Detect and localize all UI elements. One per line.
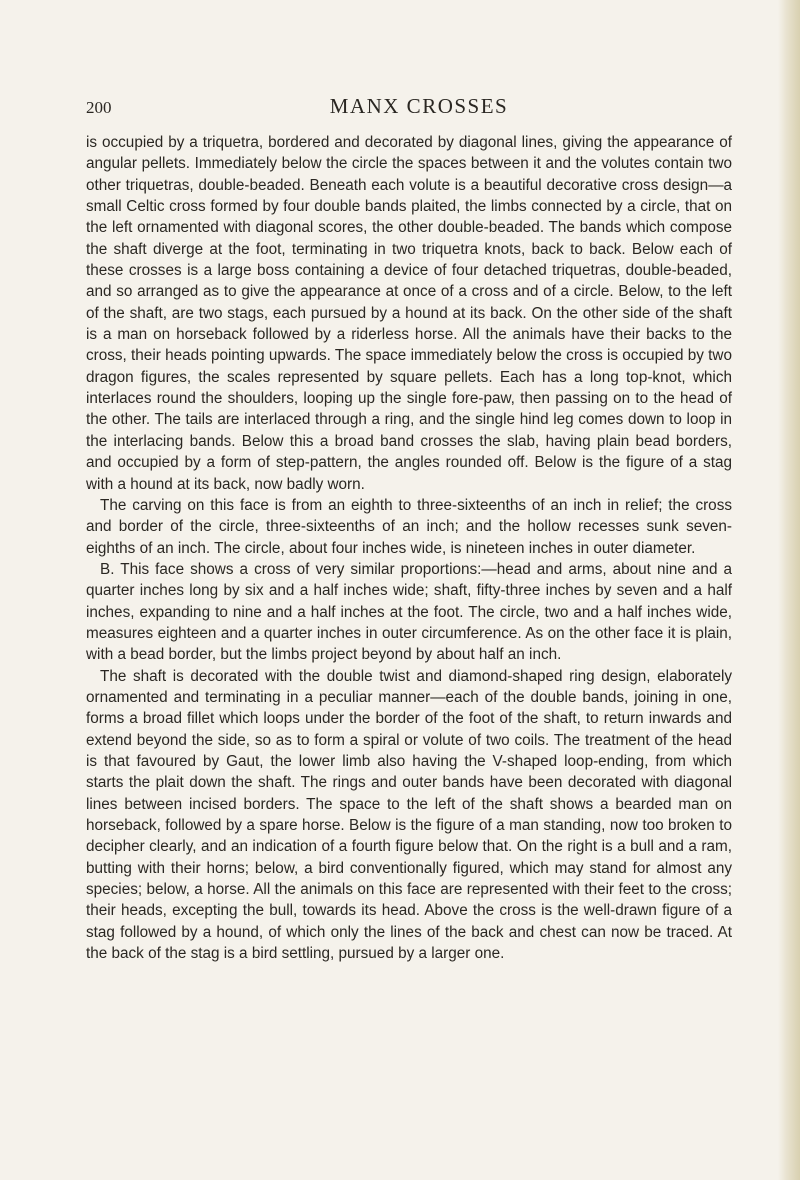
paragraph-3: B. This face shows a cross of very similar proportions:—head and arms, about nine and a quarter inches long by six and a half inches wide; shaft, fifty-three inches by seven and a half inches, expanding to nine and a half inches at the foot. The circle, two and a half inches wide, measures eighteen and a quarter inches in outer circumference. As on the other face it is plain, with a bead border, but the limbs project beyond by about half an inch. (86, 560, 732, 664)
page-header (86, 94, 728, 122)
paragraph-4: The shaft is decorated with the double twist and diamond-shaped ring design, elaborately ornamented and terminating in a peculiar manner—each of the double bands, joining in one, forms a broad fillet which loops under the border of the foot of the shaft, to return inwards and extend beyond the side, so as to form a spiral or volute of two coils. The treatment of the head is that favoured by Gaut, the lower limb also having the V-shaped loop-ending, from which starts the plait down the shaft. The rings and outer bands have been decorated with diagonal lines between incised borders. The space to the left of the shaft shows a bearded man on horseback, followed by a spare horse. Below is the figure of a man standing, now too broken to decipher clearly, and an indication of a fourth figure below that. On the right is a bull and a ram, butting with their horns; below, a bird conventionally figured, which may stand for almost any species; below, a horse. All the animals on this face are represented with their feet to the cross; their heads, excepting the bull, towards its head. Above the cross is the well-drawn figure of a stag followed by a hound, of which only the lines of the back and chest can now be traced. At the back of the stag is a bird settling, pursued by a larger one. (86, 667, 732, 963)
page-number: 200 (86, 98, 112, 117)
running-title: MANX CROSSES (329, 94, 509, 118)
paragraph-1: is occupied by a triquetra, bordered and decorated by diagonal lines, giving the appearance of angular pellets. Immediately below the circle the spaces between it and the volutes contain two other triquetras, double-beaded. Beneath each volute is a beautiful decorative cross design—a small Celtic cross formed by four double bands plaited, the limbs connected by a circle, that on the left ornamented with diagonal scores, the other double-beaded. The bands which compose the shaft diverge at the foot, terminating in two triquetra knots, back to back. Below each of these crosses is a large boss containing a device of four detached triquetras, double-beaded, and so arranged as to give the appearance at once of a cross and of a circle. Below, to the left of the shaft, are two stags, each pursued by a hound at its back. On the other side of the shaft is a man on horseback followed by a riderless horse. All the animals have their backs to the cross, their heads pointing upwards. The space immediately below the cross is occupied by two dragon figures, the scales represented by square pellets. Each has a long top-knot, which interlaces round the shoulders, looping up the single fore-paw, then passing on to the head of the other. The tails are interlaced through a ring, and the single hind leg comes down to loop in the interlacing bands. Below this a broad band crosses the slab, having plain bead borders, and occupied by a form of step-pattern, the angles rounded off. Below is the figure of a stag with a hound at its back, now badly worn. (86, 134, 732, 493)
page-edge-shadow (778, 0, 800, 1180)
paragraph-2: The carving on this face is from an eighth to three-sixteenths of an inch in relief; the cross and border of the circle, three-sixteenths of an inch; and the hollow recesses sunk seven-eighths of an inch. The circle, about four inches wide, is nineteen inches in outer diameter. (86, 496, 732, 557)
body-text (86, 132, 732, 964)
